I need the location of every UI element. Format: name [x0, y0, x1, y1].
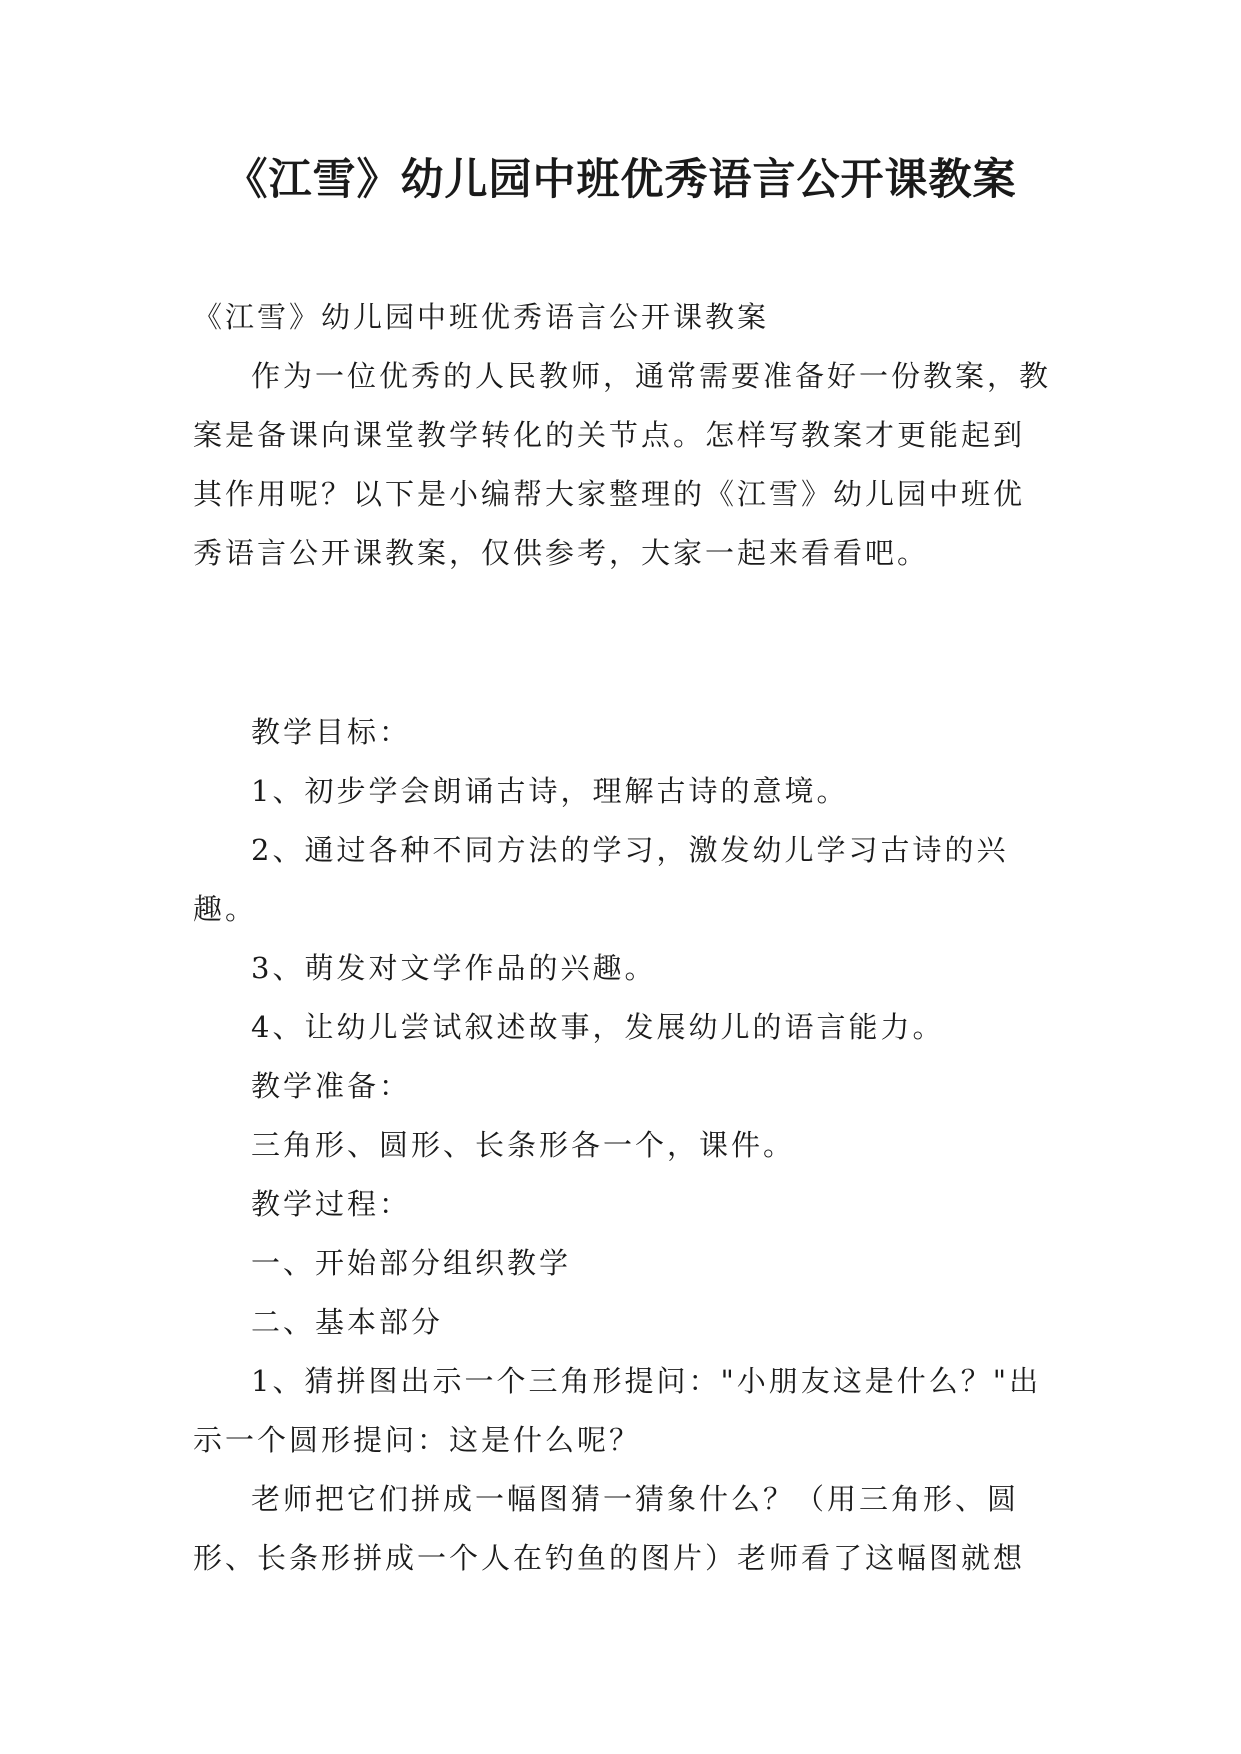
- subtitle-paragraph: 《江雪》幼儿园中班优秀语言公开课教案: [193, 300, 770, 334]
- heading-teaching-preparation: 教学准备：: [251, 1069, 412, 1103]
- goal-item-1: 1、初步学会朗诵古诗，理解古诗的意境。: [251, 774, 849, 808]
- heading-teaching-process: 教学过程：: [251, 1187, 412, 1221]
- document-title: 《江雪》幼儿园中班优秀语言公开课教案: [224, 155, 1017, 205]
- process-paragraph: 老师把它们拼成一幅图猜一猜象什么？（用三角形、圆形、长条形拼成一个人在钓鱼的图片）老师看了这幅图就想: [193, 1482, 1026, 1575]
- heading-teaching-goals: 教学目标：: [251, 715, 412, 749]
- process-step-1: 一、开始部分组织教学: [251, 1246, 572, 1280]
- goal-item-2: 2、通过各种不同方法的学习，激发幼儿学习古诗的兴趣。: [193, 833, 1009, 926]
- preparation-text: 三角形、圆形、长条形各一个，课件。: [251, 1128, 796, 1162]
- process-step-2: 二、基本部分: [251, 1305, 444, 1339]
- process-substep-1: 1、猜拼图出示一个三角形提问："小朋友这是什么？"出示一个圆形提问：这是什么呢？: [193, 1364, 1042, 1457]
- document-body: [193, 288, 1053, 1588]
- goal-item-4: 4、让幼儿尝试叙述故事，发展幼儿的语言能力。: [251, 1010, 945, 1044]
- goal-item-3: 3、萌发对文学作品的兴趣。: [251, 951, 657, 985]
- section-spacer: [193, 583, 1053, 703]
- intro-paragraph: 作为一位优秀的人民教师，通常需要准备好一份教案，教案是备课向课堂教学转化的关节点。怎样写教案才更能起到其作用呢？以下是小编帮大家整理的《江雪》幼儿园中班优秀语言公开课教案，仅供参考，大家一起来看看吧。: [193, 359, 1052, 570]
